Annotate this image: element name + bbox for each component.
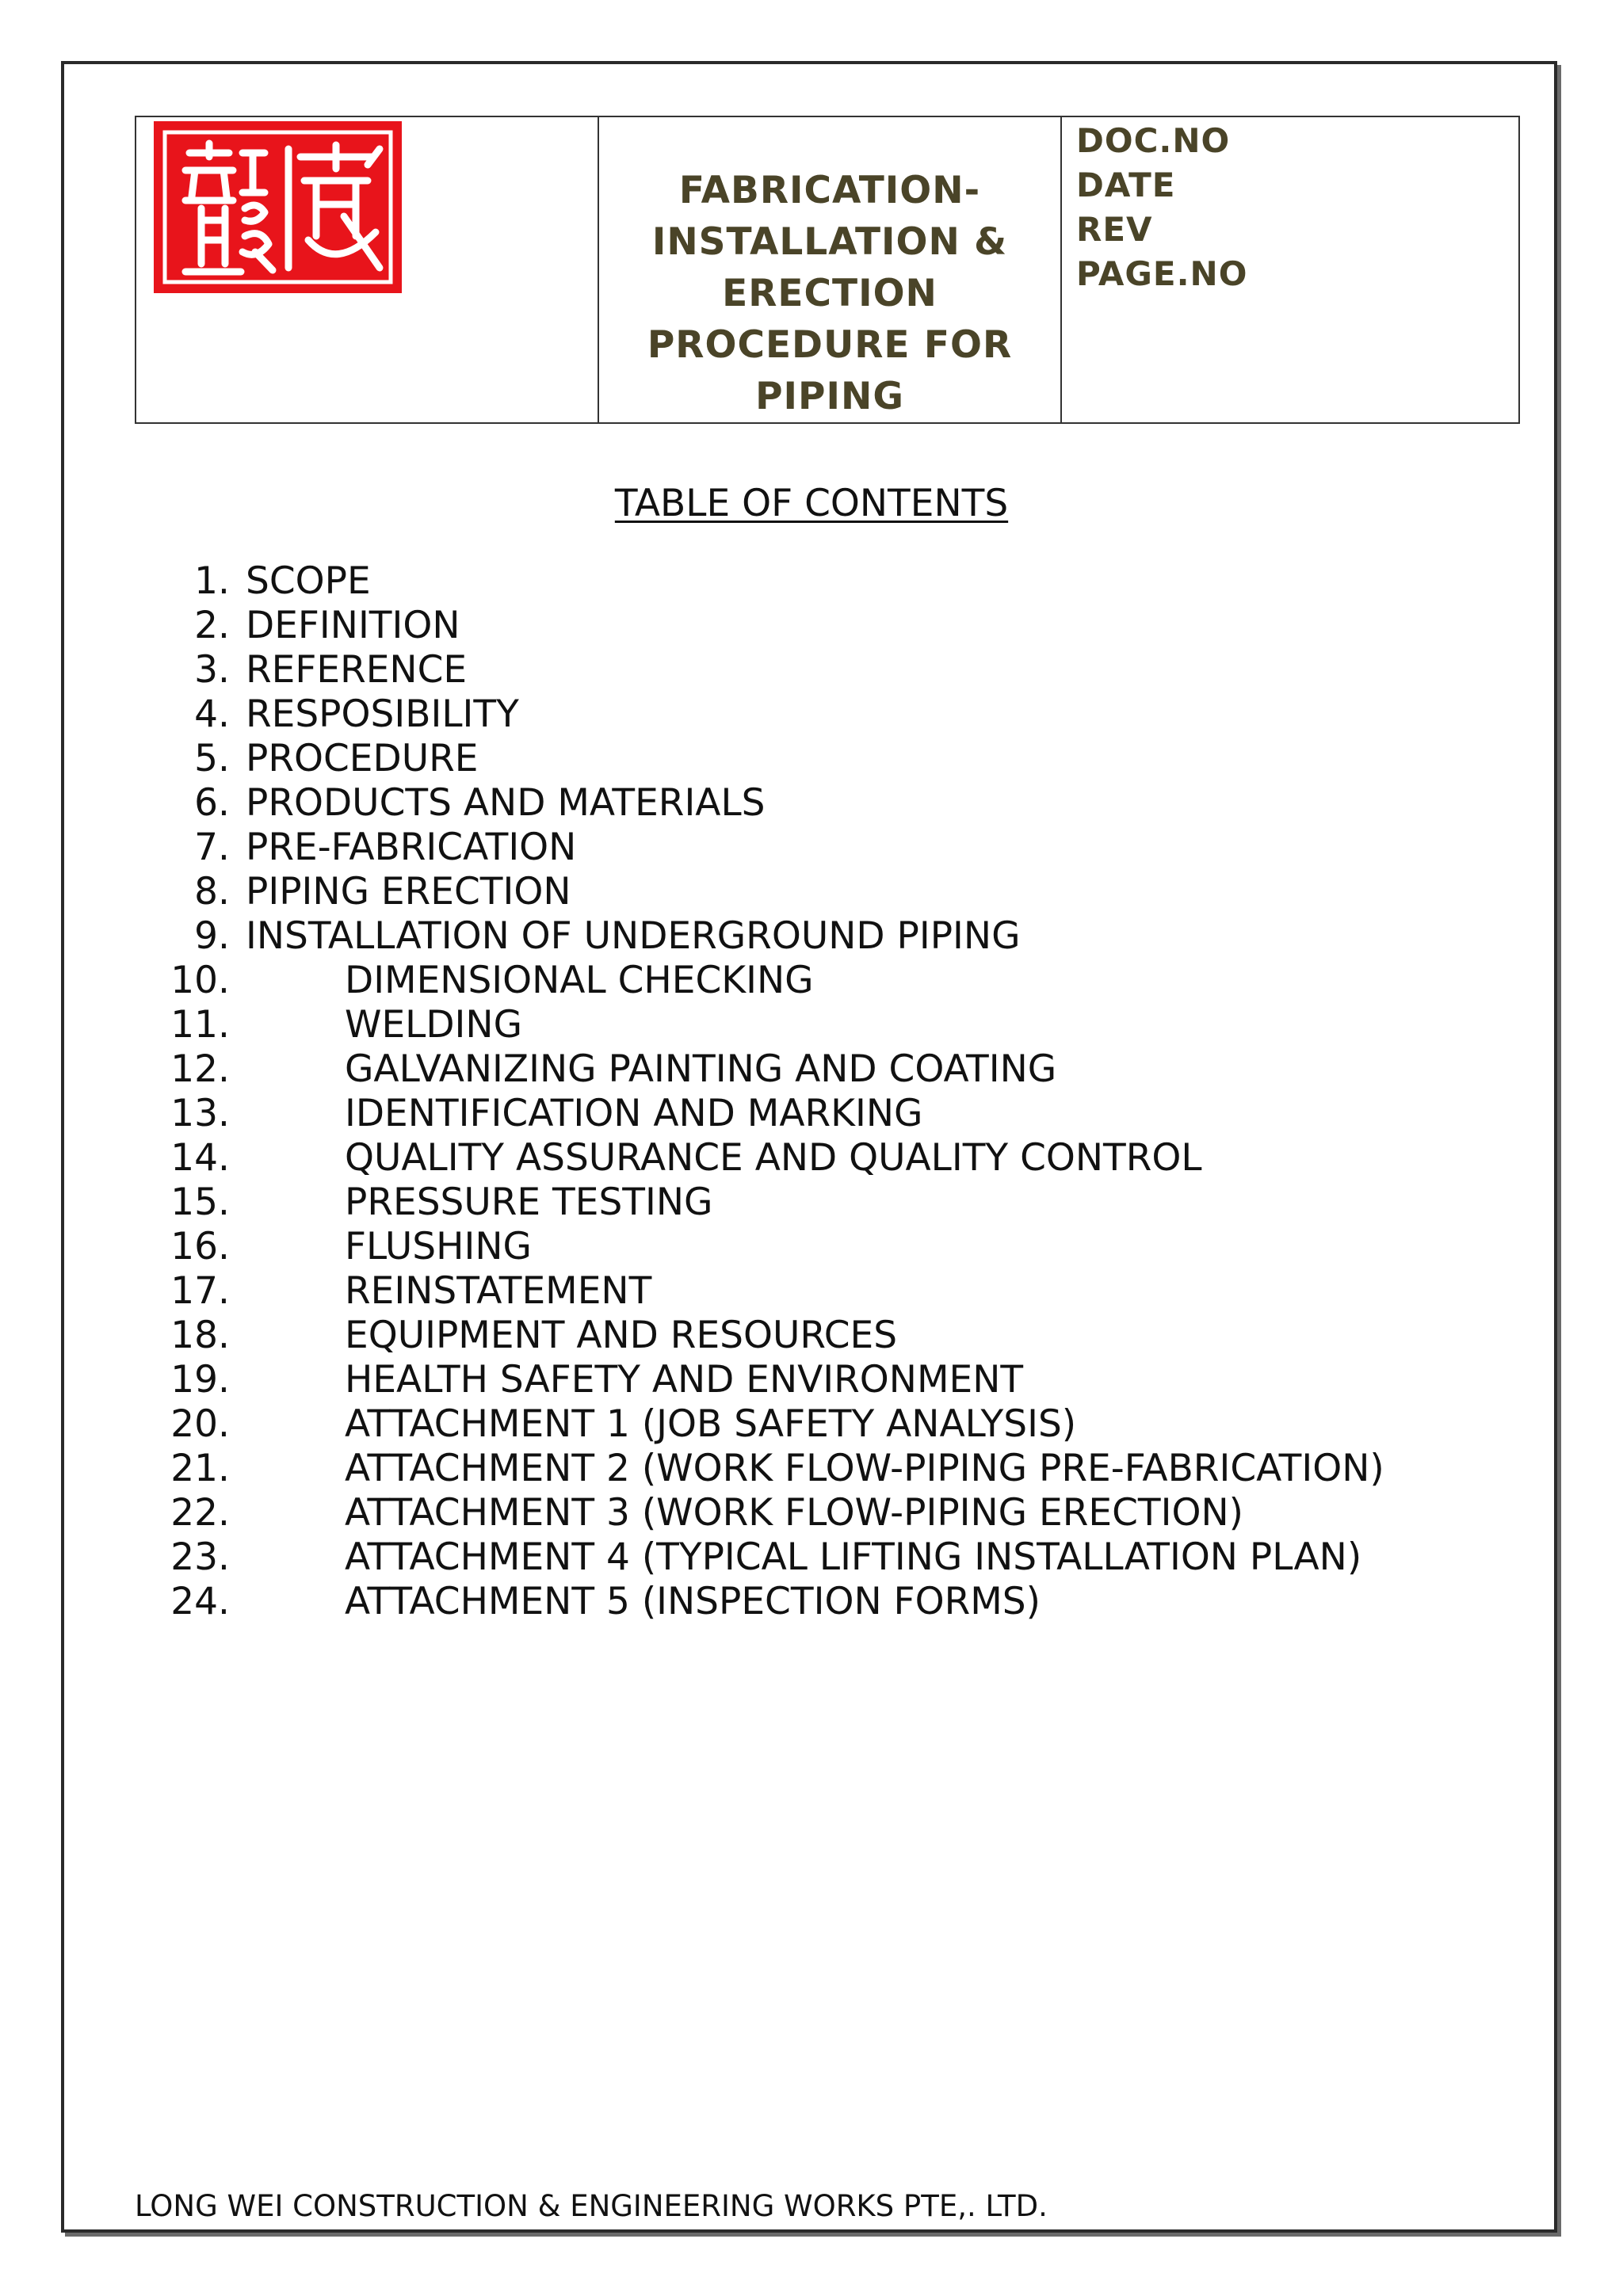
toc-item xyxy=(158,737,1585,781)
toc-item-number: 7. xyxy=(194,826,230,869)
document-title: FABRICATION-INSTALLATION & ERECTION PROCEDURE FOR PIPING xyxy=(647,169,1013,418)
toc-item-number: 21. xyxy=(170,1447,230,1490)
doc-meta-list xyxy=(1062,117,1518,296)
toc-item xyxy=(158,1535,1585,1580)
toc-item-number: 19. xyxy=(170,1358,230,1402)
toc-item-number: 16. xyxy=(170,1225,230,1268)
toc-item xyxy=(158,1092,1585,1136)
toc-item-label: GALVANIZING PAINTING AND COATING xyxy=(345,1047,1057,1091)
toc-item-number: 18. xyxy=(170,1314,230,1357)
toc-item-label: PRESSURE TESTING xyxy=(345,1180,713,1224)
document-header xyxy=(135,116,1520,424)
toc-item-label: EQUIPMENT AND RESOURCES xyxy=(345,1314,898,1357)
toc-item-number: 11. xyxy=(170,1003,230,1047)
seal-icon xyxy=(154,121,402,293)
toc-item-label: ATTACHMENT 1 (JOB SAFETY ANALYSIS) xyxy=(345,1402,1077,1446)
toc-item-number: 10. xyxy=(170,959,230,1002)
toc-item xyxy=(158,1491,1585,1535)
toc-item-label: QUALITY ASSURANCE AND QUALITY CONTROL xyxy=(345,1136,1202,1180)
toc-heading-text: TABLE OF CONTENTS xyxy=(614,482,1009,525)
rev-label: REV xyxy=(1076,210,1153,249)
toc-item xyxy=(158,1180,1585,1225)
toc-item-label: WELDING xyxy=(345,1003,522,1047)
toc-item-label: REFERENCE xyxy=(246,648,468,692)
toc-item xyxy=(158,1003,1585,1047)
toc-item-number: 12. xyxy=(170,1047,230,1091)
logo-cell xyxy=(136,116,598,423)
toc-item-number: 4. xyxy=(194,692,230,736)
footer-company-name: LONG WEI CONSTRUCTION & ENGINEERING WORKS PTE,. LTD. xyxy=(135,2189,1048,2223)
toc-item-label: PROCEDURE xyxy=(246,737,479,780)
toc-item xyxy=(158,1358,1585,1402)
toc-item xyxy=(158,559,1585,604)
toc-item-number: 9. xyxy=(194,914,230,958)
toc-item-label: INSTALLATION OF UNDERGROUND PIPING xyxy=(246,914,1021,958)
toc-item-label: ATTACHMENT 3 (WORK FLOW-PIPING ERECTION) xyxy=(345,1491,1243,1535)
toc-item-number: 23. xyxy=(170,1535,230,1579)
toc-item-number: 1. xyxy=(194,559,230,603)
toc-item-label: SCOPE xyxy=(246,559,371,603)
toc-item xyxy=(158,648,1585,692)
meta-cell xyxy=(1061,116,1519,423)
toc-item-number: 13. xyxy=(170,1092,230,1135)
toc-item-label: IDENTIFICATION AND MARKING xyxy=(345,1092,923,1135)
toc-item-number: 3. xyxy=(194,648,230,692)
toc-item-label: FLUSHING xyxy=(345,1225,532,1268)
toc-item-label: DEFINITION xyxy=(246,604,460,647)
toc-item-label: PRODUCTS AND MATERIALS xyxy=(246,781,766,825)
company-logo-seal xyxy=(154,121,402,293)
toc-item xyxy=(158,1580,1585,1624)
toc-item-label: HEALTH SAFETY AND ENVIRONMENT xyxy=(345,1358,1024,1402)
toc-item-number: 17. xyxy=(170,1269,230,1313)
toc-item-number: 5. xyxy=(194,737,230,780)
page-no-label: PAGE.NO xyxy=(1076,254,1248,293)
toc-item xyxy=(158,604,1585,648)
toc-item xyxy=(158,1136,1585,1180)
toc-item xyxy=(158,1225,1585,1269)
toc-item xyxy=(158,1447,1585,1491)
toc-item-label: PRE-FABRICATION xyxy=(246,826,577,869)
toc-item xyxy=(158,1402,1585,1447)
toc-item-label: PIPING ERECTION xyxy=(246,870,571,913)
toc-item-label: ATTACHMENT 2 (WORK FLOW-PIPING PRE-FABRICATION) xyxy=(345,1447,1384,1490)
toc-item xyxy=(158,1314,1585,1358)
table-of-contents xyxy=(158,559,1585,1624)
toc-item-number: 22. xyxy=(170,1491,230,1535)
toc-item-label: RESPOSIBILITY xyxy=(246,692,519,736)
toc-item-number: 8. xyxy=(194,870,230,913)
title-cell xyxy=(598,116,1061,423)
doc-no-label: DOC.NO xyxy=(1076,121,1231,160)
toc-item-label: DIMENSIONAL CHECKING xyxy=(345,959,814,1002)
toc-item xyxy=(158,781,1585,826)
toc-item-label: REINSTATEMENT xyxy=(345,1269,652,1313)
toc-item-number: 15. xyxy=(170,1180,230,1224)
toc-heading xyxy=(0,480,1623,528)
date-label: DATE xyxy=(1076,166,1176,204)
toc-item-number: 14. xyxy=(170,1136,230,1180)
toc-item xyxy=(158,914,1585,959)
toc-item-number: 2. xyxy=(194,604,230,647)
toc-item xyxy=(158,870,1585,914)
toc-item-number: 20. xyxy=(170,1402,230,1446)
toc-item xyxy=(158,692,1585,737)
toc-item-label: ATTACHMENT 4 (TYPICAL LIFTING INSTALLATION PLAN) xyxy=(345,1535,1362,1579)
toc-item-label: ATTACHMENT 5 (INSPECTION FORMS) xyxy=(345,1580,1041,1623)
toc-item-number: 6. xyxy=(194,781,230,825)
toc-item xyxy=(158,1047,1585,1092)
toc-item xyxy=(158,959,1585,1003)
toc-item xyxy=(158,1269,1585,1314)
toc-item-number: 24. xyxy=(170,1580,230,1623)
toc-item xyxy=(158,826,1585,870)
